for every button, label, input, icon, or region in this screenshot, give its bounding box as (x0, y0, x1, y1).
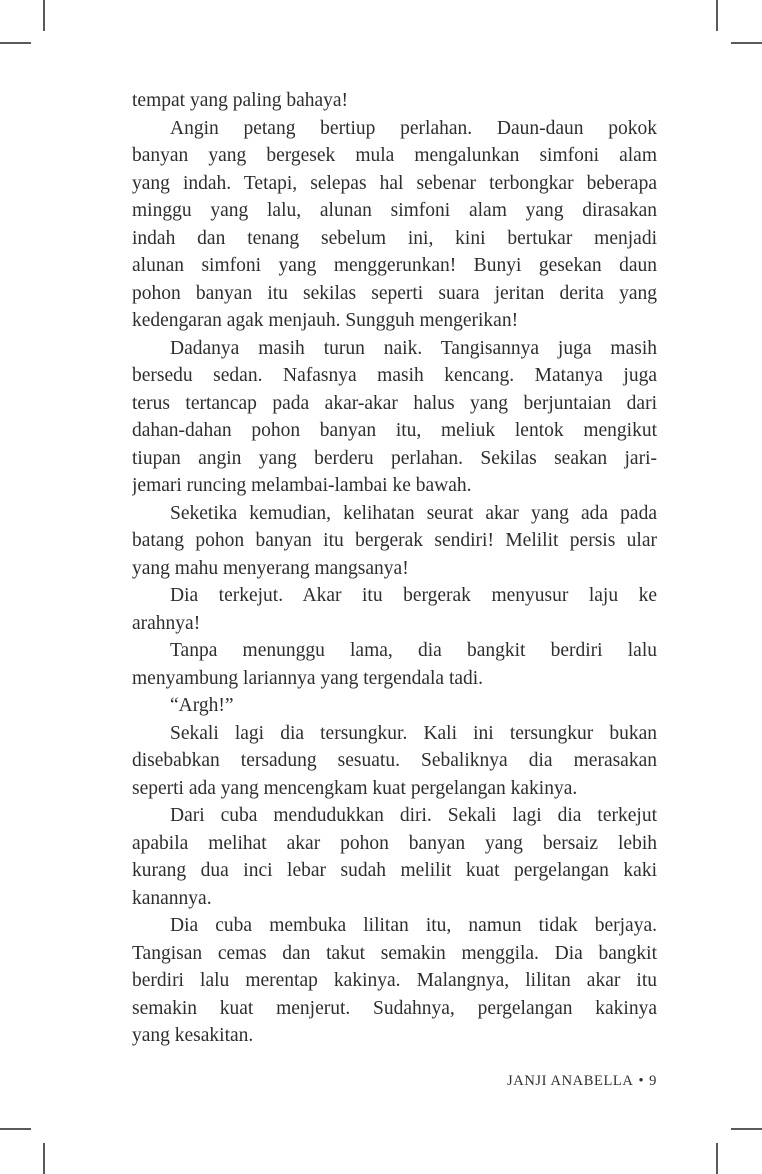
text-line: tiupan angin yang berderu perlahan. Sekilas seakan jari- (132, 447, 657, 469)
text-line: Dia cuba membuka lilitan itu, namun tidak berjaya. (170, 915, 657, 936)
text-line: dahan-dahan pohon banyan itu, meliuk lentok mengikut (132, 420, 657, 441)
text-line: bersedu sedan. Nafasnya masih kencang. Matanya juga (132, 365, 657, 386)
text-line: terus tertancap pada akar-akar halus yang berjuntaian dari (132, 392, 657, 414)
text-line: jemari runcing melambai-lambai ke bawah. (132, 475, 472, 496)
paragraph (132, 720, 657, 803)
paragraph (132, 802, 657, 912)
footer-book-title: JANJI ANABELLA (507, 1073, 634, 1089)
text-line: berdiri lalu merentap kakinya. Malangnya, lilitan akar itu (132, 970, 657, 991)
text-line: tempat yang paling bahaya! (132, 90, 349, 111)
text-line: Dia terkejut. Akar itu bergerak menyusur laju ke (170, 585, 657, 606)
text-line: Dari cuba mendudukkan diri. Sekali lagi dia terkejut (170, 805, 657, 826)
text-line: Dadanya masih turun naik. Tangisannya juga masih (170, 337, 657, 359)
crop-mark-bottom-right-vertical (716, 1143, 718, 1174)
text-line: Tangisan cemas dan takut semakin menggila. Dia bangkit (132, 942, 657, 964)
crop-mark-top-left-horizontal (0, 42, 31, 44)
text-line: yang kesakitan. (132, 1025, 254, 1046)
text-line: Angin petang bertiup perlahan. Daun-daun pokok (170, 117, 657, 139)
text-line: kanannya. (132, 887, 212, 909)
crop-mark-bottom-right-horizontal (731, 1128, 762, 1130)
text-line: seperti ada yang mencengkam kuat pergelangan kakinya. (132, 777, 578, 799)
text-line: Seketika kemudian, kelihatan seurat akar yang ada pada (170, 502, 657, 524)
text-line: indah dan tenang sebelum ini, kini bertukar menjadi (132, 227, 657, 249)
crop-mark-top-right-vertical (716, 0, 718, 31)
footer-separator: • (638, 1073, 645, 1089)
text-line: batang pohon banyan itu bergerak sendiri! Melilit persis ular (132, 530, 657, 551)
text-line: semakin kuat menjerut. Sudahnya, pergelangan kakinya (132, 997, 657, 1019)
text-line: menyambung lariannya yang tergendala tadi. (132, 667, 484, 689)
paragraph (132, 500, 657, 583)
paragraph (132, 87, 657, 115)
text-line: apabila melihat akar pohon banyan yang bersaiz lebih (132, 832, 657, 854)
text-line: banyan yang bergesek mula mengalunkan simfoni alam (132, 145, 657, 166)
crop-mark-top-right-horizontal (731, 42, 762, 44)
text-line: kurang dua inci lebar sudah melilit kuat pergelangan kaki (132, 860, 657, 881)
text-line: kedengaran agak menjauh. Sungguh mengerikan! (132, 310, 519, 331)
paragraph (132, 637, 657, 692)
crop-mark-bottom-left-vertical (43, 1143, 45, 1174)
paragraph (132, 582, 657, 637)
body-text (132, 87, 657, 1050)
text-line: disebabkan tersadung sesuatu. Sebaliknya dia merasakan (132, 750, 657, 771)
running-footer (132, 1073, 657, 1090)
text-line: Tanpa menunggu lama, dia bangkit berdiri lalu (170, 640, 657, 661)
paragraph (132, 692, 657, 720)
paragraph (132, 335, 657, 500)
text-line: pohon banyan itu sekilas seperti suara jeritan derita yang (132, 282, 657, 304)
paragraph (132, 115, 657, 335)
crop-mark-top-left-vertical (43, 0, 45, 31)
text-line: “Argh!” (170, 695, 234, 716)
text-line: yang mahu menyerang mangsanya! (132, 557, 409, 579)
paragraph (132, 912, 657, 1050)
footer-page-number: 9 (649, 1073, 657, 1089)
text-line: Sekali lagi dia tersungkur. Kali ini tersungkur bukan (170, 722, 657, 744)
text-line: arahnya! (132, 612, 201, 634)
text-line: yang indah. Tetapi, selepas hal sebenar terbongkar beberapa (132, 172, 657, 194)
crop-mark-bottom-left-horizontal (0, 1128, 31, 1130)
text-line: minggu yang lalu, alunan simfoni alam yang dirasakan (132, 200, 657, 221)
text-line: alunan simfoni yang menggerunkan! Bunyi gesekan daun (132, 255, 657, 276)
